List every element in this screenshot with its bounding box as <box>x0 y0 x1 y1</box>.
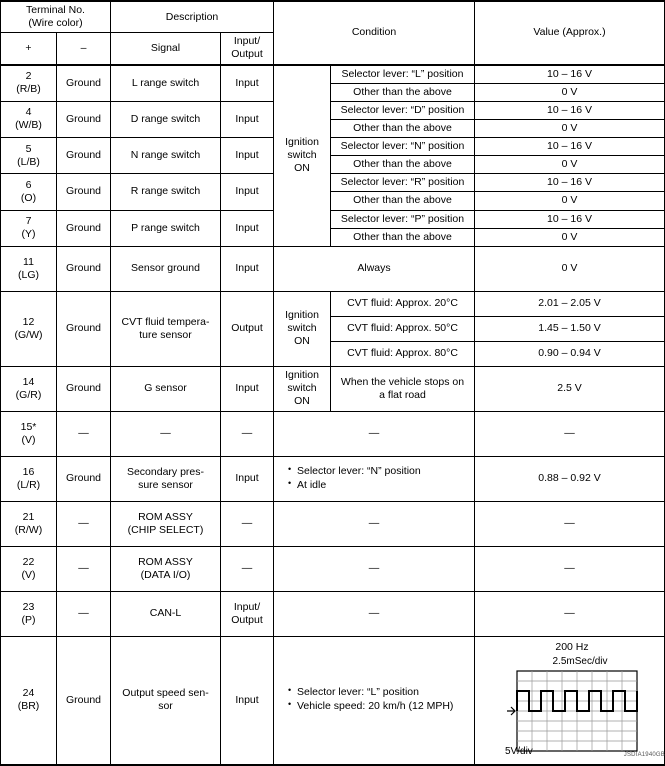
terminal-minus-cell: Ground <box>57 366 111 411</box>
table-row <box>1 174 665 192</box>
value-cell: 2.5 V <box>475 366 665 411</box>
condition-cell: Other than the above <box>331 228 475 246</box>
input-output-cell: Input/ Output <box>221 591 274 636</box>
terminal-cell: 2 (R/B) <box>1 65 57 102</box>
input-output-cell: Input <box>221 65 274 102</box>
terminal-cell: 21 (R/W) <box>1 501 57 546</box>
terminal-minus-cell: — <box>57 501 111 546</box>
signal-cell: ROM ASSY (DATA I/O) <box>111 546 221 591</box>
value-cell: 10 – 16 V <box>475 101 665 119</box>
terminal-cell: 6 (O) <box>1 174 57 210</box>
input-output-cell: Input <box>221 456 274 501</box>
input-output-cell: Input <box>221 210 274 246</box>
value-cell: 10 – 16 V <box>475 138 665 156</box>
condition-cell: — <box>274 546 475 591</box>
list-item: • Vehicle speed: 20 km/h (12 MPH) <box>288 700 470 713</box>
condition-cell: Selector lever: “D” position <box>331 101 475 119</box>
condition-cell: Other than the above <box>331 192 475 210</box>
value-cell: 0 V <box>475 228 665 246</box>
value-cell: — <box>475 591 665 636</box>
input-output-cell: Input <box>221 101 274 137</box>
terminal-minus-cell: Ground <box>57 138 111 174</box>
value-cell: — <box>475 546 665 591</box>
signal-cell: — <box>111 411 221 456</box>
terminal-minus-cell: Ground <box>57 291 111 366</box>
value-cell: 0.88 – 0.92 V <box>475 456 665 501</box>
condition-cell: Selector lever: “R” position <box>331 174 475 192</box>
table-body <box>1 65 665 765</box>
signal-cell: ROM ASSY (CHIP SELECT) <box>111 501 221 546</box>
table-row <box>1 546 665 591</box>
ignition-switch-on-cell: Ignition switch ON <box>274 366 331 411</box>
input-output-cell: Input <box>221 246 274 291</box>
terminal-cell: 23 (P) <box>1 591 57 636</box>
signal-cell: CAN-L <box>111 591 221 636</box>
table-row <box>1 101 665 119</box>
table-header <box>1 1 665 65</box>
input-output-cell: Input <box>221 174 274 210</box>
list-item: • Selector lever: “N” position <box>288 465 470 478</box>
signal-cell: Output speed sen- sor <box>111 636 221 765</box>
terminal-cell: 22 (V) <box>1 546 57 591</box>
header-terminal-minus: – <box>57 33 111 65</box>
waveform-volts-per-div-label: 5V/div <box>505 745 533 757</box>
terminal-minus-cell: Ground <box>57 456 111 501</box>
condition-cell: CVT fluid: Approx. 20°C <box>331 291 475 316</box>
value-cell: 0 V <box>475 156 665 174</box>
value-cell: 0 V <box>475 192 665 210</box>
terminal-minus-cell: Ground <box>57 210 111 246</box>
value-cell: 0.90 – 0.94 V <box>475 341 665 366</box>
terminal-cell: 11 (LG) <box>1 246 57 291</box>
terminal-cell: 4 (W/B) <box>1 101 57 137</box>
table-row <box>1 411 665 456</box>
terminal-minus-cell: — <box>57 546 111 591</box>
signal-cell: N range switch <box>111 138 221 174</box>
condition-cell: Other than the above <box>331 119 475 137</box>
header-row-1 <box>1 1 665 33</box>
signal-cell: D range switch <box>111 101 221 137</box>
condition-cell: — <box>274 501 475 546</box>
terminal-cell: 12 (G/W) <box>1 291 57 366</box>
header-condition: Condition <box>274 1 475 65</box>
terminal-minus-cell: Ground <box>57 246 111 291</box>
ignition-switch-on-cell: Ignition switch ON <box>274 65 331 247</box>
input-output-cell: Input <box>221 636 274 765</box>
input-output-cell: — <box>221 546 274 591</box>
table-row <box>1 65 665 84</box>
table-row <box>1 366 665 411</box>
header-terminal-plus: + <box>1 33 57 65</box>
table-row <box>1 636 665 765</box>
signal-cell: P range switch <box>111 210 221 246</box>
input-output-cell: — <box>221 411 274 456</box>
value-cell: 0 V <box>475 83 665 101</box>
signal-cell: G sensor <box>111 366 221 411</box>
condition-cell: Selector lever: “P” position <box>331 210 475 228</box>
header-description: Description <box>111 1 274 33</box>
table-row <box>1 456 665 501</box>
terminal-cell: 7 (Y) <box>1 210 57 246</box>
signal-cell: L range switch <box>111 65 221 102</box>
condition-cell <box>274 636 475 765</box>
terminal-minus-cell: Ground <box>57 65 111 102</box>
table-row <box>1 210 665 228</box>
header-signal: Signal <box>111 33 221 65</box>
condition-cell: When the vehicle stops on a flat road <box>331 366 475 411</box>
condition-cell: Selector lever: “N” position <box>331 138 475 156</box>
ignition-switch-on-cell: Ignition switch ON <box>274 291 331 366</box>
list-item: • At idle <box>288 479 470 492</box>
input-output-cell: Input <box>221 366 274 411</box>
header-input-output: Input/ Output <box>221 33 274 65</box>
value-cell: 2.01 – 2.05 V <box>475 291 665 316</box>
waveform-graph <box>501 669 643 755</box>
condition-cell: — <box>274 411 475 456</box>
value-cell: 1.45 – 1.50 V <box>475 316 665 341</box>
value-cell-waveform <box>475 636 665 765</box>
value-cell: 0 V <box>475 119 665 137</box>
condition-cell: Other than the above <box>331 156 475 174</box>
terminal-cell: 24 (BR) <box>1 636 57 765</box>
waveform-time-per-div-label: 2.5mSec/div <box>552 656 608 668</box>
condition-cell: Other than the above <box>331 83 475 101</box>
signal-cell: Sensor ground <box>111 246 221 291</box>
signal-cell: R range switch <box>111 174 221 210</box>
table-row <box>1 501 665 546</box>
condition-bullet-list <box>278 686 470 713</box>
terminal-minus-cell: — <box>57 411 111 456</box>
oscilloscope-figure <box>479 641 665 759</box>
condition-cell: — <box>274 591 475 636</box>
terminal-minus-cell: Ground <box>57 101 111 137</box>
input-output-cell: Output <box>221 291 274 366</box>
terminal-minus-cell: Ground <box>57 636 111 765</box>
condition-bullet-list <box>278 465 470 492</box>
signal-cell: CVT fluid tempera- ture sensor <box>111 291 221 366</box>
header-terminal-no: Terminal No. (Wire color) <box>1 1 111 33</box>
value-cell: 0 V <box>475 246 665 291</box>
value-cell: 10 – 16 V <box>475 174 665 192</box>
header-value: Value (Approx.) <box>475 1 665 65</box>
terminal-cell: 5 (L/B) <box>1 138 57 174</box>
condition-cell: CVT fluid: Approx. 50°C <box>331 316 475 341</box>
value-cell: — <box>475 411 665 456</box>
condition-cell <box>274 456 475 501</box>
condition-cell: Selector lever: “L” position <box>331 65 475 84</box>
terminal-cell: 16 (L/R) <box>1 456 57 501</box>
table-row <box>1 591 665 636</box>
value-cell: — <box>475 501 665 546</box>
terminal-cell: 15* (V) <box>1 411 57 456</box>
condition-cell: Always <box>274 246 475 291</box>
table-row <box>1 246 665 291</box>
terminal-minus-cell: — <box>57 591 111 636</box>
table-row <box>1 138 665 156</box>
list-item: • Selector lever: “L” position <box>288 686 470 699</box>
figure-reference-code: JSDIA1940GB <box>623 751 665 758</box>
waveform-frequency-label: 200 Hz <box>555 641 589 654</box>
input-output-cell: Input <box>221 138 274 174</box>
terminal-cell: 14 (G/R) <box>1 366 57 411</box>
signal-cell: Secondary pres- sure sensor <box>111 456 221 501</box>
table-row <box>1 291 665 316</box>
input-output-cell: — <box>221 501 274 546</box>
terminal-minus-cell: Ground <box>57 174 111 210</box>
condition-cell: CVT fluid: Approx. 80°C <box>331 341 475 366</box>
value-cell: 10 – 16 V <box>475 65 665 84</box>
ground-arrow-icon <box>507 707 515 715</box>
value-cell: 10 – 16 V <box>475 210 665 228</box>
